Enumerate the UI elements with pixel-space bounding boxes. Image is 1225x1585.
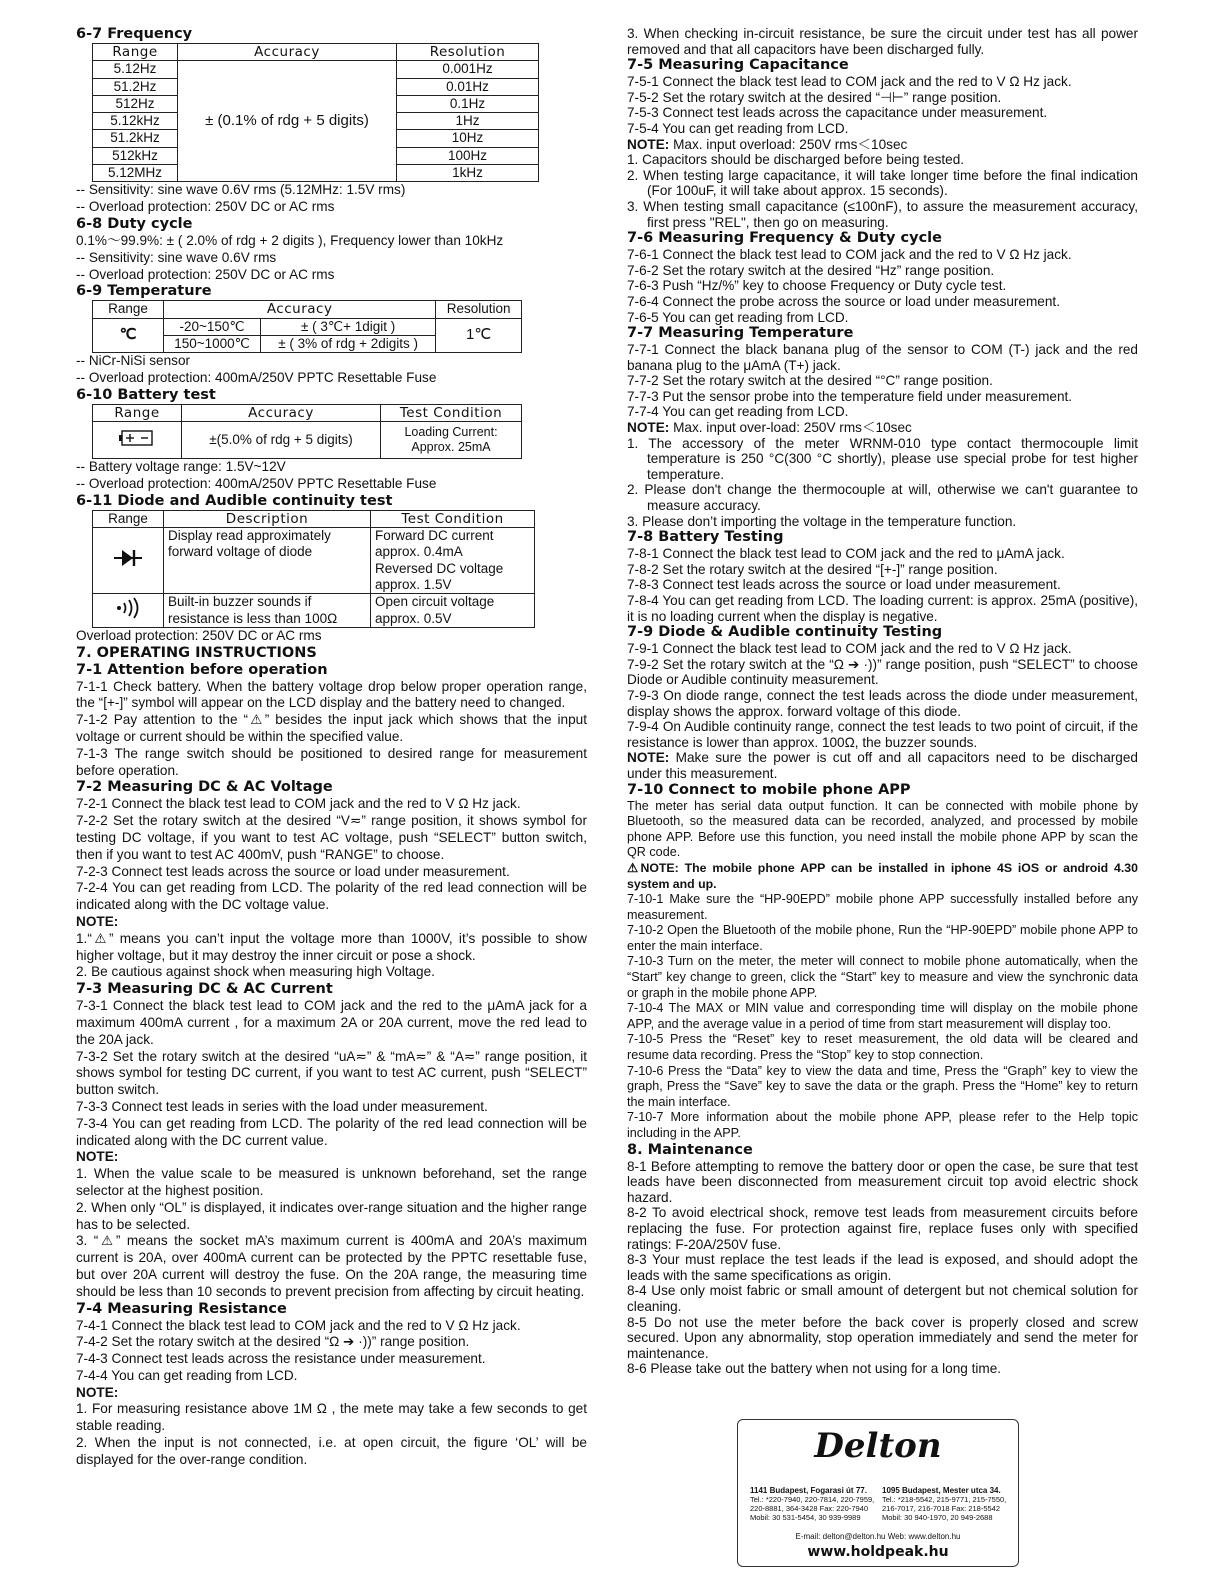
freq-range: 5.12Hz — [93, 61, 178, 78]
duty-line-3: -- Overload protection: 250V DC or AC rms — [76, 266, 335, 282]
section-7-5-title: 7-5 Measuring Capacitance — [627, 57, 849, 74]
section-7-10-title: 7-10 Connect to mobile phone APP — [627, 781, 911, 798]
note-label: NOTE: — [76, 1384, 119, 1400]
section-7-6-title: 7-6 Measuring Frequency & Duty cycle — [627, 230, 942, 247]
para-7-7-3: 7-7-3 Put the sensor probe into the temperature field under measurement. — [627, 388, 1073, 404]
note-7-3-1: 1. When the value scale to be measured is unknown beforehand, set the range selector at the highest position. — [76, 1166, 587, 1198]
para-7-9-3: 7-9-3 On diode range, connect the test leads across the diode under measurement, display shows the approx. forward voltage of this diode. — [627, 687, 1138, 719]
section-7-4-title: 7-4 Measuring Resistance — [76, 1300, 287, 1317]
para-7-4-2: 7-4-2 Set the rotary switch at the desired “Ω ➔ ·))” range position. — [76, 1334, 470, 1350]
address-1-line-1: Tel.: *220-7940, 220-7814, 220-7959, — [750, 1495, 875, 1504]
section-6-7-title: 6-7 Frequency — [76, 26, 193, 42]
address-1-title: 1141 Budapest, Fogarasi út 77. — [750, 1486, 867, 1495]
website-link[interactable]: www.holdpeak.hu — [807, 1544, 949, 1560]
buzzer-cond-1: Open circuit voltage — [375, 594, 495, 610]
freq-range: 51.2Hz — [93, 78, 178, 95]
freq-res: 100Hz — [397, 147, 539, 164]
note-7-7-2: 2. Please don't change the thermocouple at will, otherwise we can't guarantee to measure accuracy. — [627, 482, 1138, 514]
section-6-11-title: 6-11 Diode and Audible continuity test — [76, 492, 393, 509]
para-8-5: 8-5 Do not use the meter before the back cover is properly closed and screw secured. Upon any abnormality, stop operation immediately and send the meter for maintenance. — [627, 1314, 1138, 1361]
note-7-4-1: 1. For measuring resistance above 1M Ω , the mete may take a few seconds to get stable reading. — [76, 1401, 587, 1434]
para-7-3-2: 7-3-2 Set the rotary switch at the desired “uA≂” & “mA≂” & “A≂” range position, it shows symbol for testing DC current, if you want to test AC current, push “SELECT” button switch. — [76, 1048, 587, 1098]
freq-range: 512Hz — [93, 95, 178, 112]
note-7-9 — [627, 750, 1138, 781]
para-7-2-4: 7-2-4 You can get reading from LCD. The polarity of the red lead connection will be indicated along with the DC voltage value. — [76, 880, 587, 913]
note-7-3-3: 3. “⚠” means the socket mA’s maximum current is 400mA and 20A’s maximum current is 20A, over 400mA current can be protected by the PPTC resettable fuse, but over 20A current will destroy the fuse. On the 20A range, the measuring time should be less than 10 seconds to prevent precision from affecting by circuit heating. — [76, 1233, 587, 1299]
para-7-4-note-3: 3. When checking in-circuit resistance, be sure the circuit under test has all power removed and that all capacitors have been discharged fully. — [627, 26, 1138, 57]
right-column — [627, 26, 1138, 1377]
para-7-2-2: 7-2-2 Set the rotary switch at the desired “V≂” range position, it shows symbol for testing DC voltage, if you want to test AC voltage, push “SELECT” button switch, then if you want to test AC 400mV, push “RANGE” to choose. — [76, 813, 587, 862]
para-7-10-note: ⚠NOTE: The mobile phone APP can be installed in iphone 4S iOS or android 4.30 system and up. — [627, 860, 1138, 891]
address-block-1 — [750, 1486, 874, 1522]
temp-acc-2: ± ( 3% of rdg + 2digits ) — [261, 335, 436, 352]
note-7-7-1: 1. The accessory of the meter WRNM-010 type contact thermocouple limit temperature is 250 °C(300 °C shortly), please use special probe for test higher temperature. — [627, 435, 1138, 482]
note-7-7-3: 3. Please don’t importing the voltage in the temperature function. — [627, 513, 1017, 529]
address-2-title: 1095 Budapest, Mester utca 34. — [882, 1486, 1001, 1495]
para-7-10-6: 7-10-6 Press the “Data” key to view the data and time, Press the “Graph” key to view the graph, Press the “Save” key to save the data or the graph. Press the “Home” key to return the main interface. — [627, 1063, 1138, 1109]
note-7-7 — [627, 420, 1138, 436]
address-2-line-1: Tel.: *218-5542, 215-9771, 215-7550, — [882, 1495, 1007, 1504]
diode-desc-1: Display read approximately — [168, 528, 331, 544]
buzzer-desc-2: resistance is less than 100Ω — [168, 610, 338, 626]
para-7-9-1: 7-9-1 Connect the black test lead to COM jack and the red to V Ω Hz jack. — [627, 641, 1072, 657]
para-7-9-2: 7-9-2 Set the rotary switch at the “Ω ➔ ·))” range position, push “SELECT” to choose Diode or Audible continuity measurement. — [627, 656, 1138, 688]
para-7-6-5: 7-6-5 You can get reading from LCD. — [627, 309, 849, 325]
para-7-6-2: 7-6-2 Set the rotary switch at the desired “Hz” range position. — [627, 262, 995, 278]
section-7-3-title: 7-3 Measuring DC & AC Current — [76, 981, 333, 998]
th-resolution: Resolution — [397, 44, 539, 61]
diode-icon — [113, 547, 143, 569]
freq-range: 5.12MHz — [93, 165, 178, 182]
note-label: NOTE: — [76, 1149, 119, 1165]
diode-cond-1: Forward DC current — [375, 528, 494, 544]
freq-range: 512kHz — [93, 147, 178, 164]
note-7-2-2: 2. Be cautious against shock when measuring high Voltage. — [76, 964, 435, 980]
th-accuracy: Accuracy — [164, 301, 436, 318]
freq-range: 51.2kHz — [93, 130, 178, 147]
temp-range-2: 150~1000℃ — [164, 335, 261, 352]
para-7-6-1: 7-6-1 Connect the black test lead to COM jack and the red to V Ω Hz jack. — [627, 247, 1072, 263]
para-8-6: 8-6 Please take out the battery when not using for a long time. — [627, 1361, 1002, 1377]
delton-address-box — [737, 1419, 1019, 1567]
para-7-8-1: 7-8-1 Connect the black test lead to COM jack and the red to μAmA jack. — [627, 546, 1065, 562]
para-7-3-4: 7-3-4 You can get reading from LCD. The polarity of the red lead connection will be indicated along with the DC current value. — [76, 1115, 587, 1148]
para-7-5-3: 7-5-3 Connect test leads across the capacitance under measurement. — [627, 105, 1048, 121]
address-2-line-2: 216-7017, 216-7018 Fax: 218-5542 — [882, 1504, 1001, 1513]
freq-res: 0.001Hz — [397, 61, 539, 78]
para-7-8-2: 7-8-2 Set the rotary switch at the desired “[+-]” range position. — [627, 561, 998, 577]
freq-accuracy: ± (0.1% of rdg + 5 digits) — [178, 61, 397, 182]
para-8-3: 8-3 Your must replace the test leads if the lead is exposed, and should adopt the leads with the same specifications as origin. — [627, 1252, 1138, 1283]
para-7-10-7: 7-10-7 More information about the mobile phone APP, please refer to the Help topic including in the APP. — [627, 1110, 1138, 1140]
para-7-10-4: 7-10-4 The MAX or MIN value and corresponding time will display on the mobile phone APP, and the average value in a period of time from start measurement will display too. — [627, 1001, 1138, 1031]
address-block-2 — [882, 1486, 1006, 1522]
para-7-1-2: 7-1-2 Pay attention to the “⚠” besides the input jack which shows that the input voltage or current should be within the specified value. — [76, 712, 587, 744]
temp-acc-1: ± ( 3℃+ 1digit ) — [261, 318, 436, 335]
para-7-6-3: 7-6-3 Push “Hz/%” key to choose Frequency or Duty cycle test. — [627, 278, 1007, 294]
para-7-3-1: 7-3-1 Connect the black test lead to COM jack and the red to the μAmA jack for a maximum 400mA current , for a maximum 2A or 20A current, move the red lead to the 20A jack. — [76, 998, 587, 1047]
section-7-8-title: 7-8 Battery Testing — [627, 529, 784, 546]
battery-icon — [117, 429, 157, 447]
freq-note-1: -- Sensitivity: sine wave 0.6V rms (5.12MHz: 1.5V rms) — [76, 182, 406, 198]
address-1-line-3: Mobil: 30 531-5454, 30 939-9989 — [750, 1513, 861, 1522]
battery-note-1: -- Battery voltage range: 1.5V~12V — [76, 459, 286, 475]
th-test-condition: Test Condition — [381, 404, 522, 421]
email-web-line: E-mail: delton@delton.hu Web: www.delton.hu — [795, 1532, 961, 1541]
buzzer-cond-2: approx. 0.5V — [375, 610, 452, 626]
para-7-1-1: 7-1-1 Check battery. When the battery voltage drop below proper operation range, the “[+-]” symbol will appear on the LCD display and the battery need to changed. — [76, 678, 587, 711]
section-6-10-title: 6-10 Battery test — [76, 386, 216, 403]
freq-res: 0.1Hz — [397, 95, 539, 112]
note-7-4-2: 2. When the input is not connected, i.e. at open circuit, the figure ‘OL’ will be displayed for the over-range condition. — [76, 1435, 587, 1467]
temperature-table — [92, 300, 522, 353]
para-7-1-3: 7-1-3 The range switch should be positioned to desired range for measurement before operation. — [76, 745, 587, 778]
battery-table — [92, 404, 522, 459]
para-7-2-1: 7-2-1 Connect the black test lead to COM jack and the red to V Ω Hz jack. — [76, 796, 521, 812]
battery-note-2: -- Overload protection: 400mA/250V PPTC Resettable Fuse — [76, 475, 437, 491]
address-1-line-2: 220-8881, 364-3428 Fax: 220-7940 — [750, 1504, 869, 1513]
th-resolution: Resolution — [436, 301, 522, 318]
note-7-7-text: Max. input over-load: 250V rms＜10sec — [669, 420, 912, 436]
freq-res: 1Hz — [397, 113, 539, 130]
note-label: NOTE: — [627, 136, 670, 152]
para-7-10-3: 7-10-3 Turn on the meter, the meter will connect to mobile phone automatically, when the “Start” key change to green, click the “Start” key to measure and view the synchronic data or graph in the mobile phone APP. — [627, 954, 1138, 1000]
battery-range-cell — [93, 422, 182, 459]
note-7-2-1: 1.“⚠” means you can’t input the voltage more than 1000V, it’s possible to show higher voltage, but it may destroy the inner circuit or pose a shock. — [76, 930, 587, 963]
section-7-1-title: 7-1 Attention before operation — [76, 661, 328, 678]
battery-condition — [381, 422, 522, 459]
section-6-9-title: 6-9 Temperature — [76, 283, 212, 300]
note-7-5-1: 1. Capacitors should be discharged before being tested. — [627, 152, 965, 168]
para-7-5-4: 7-5-4 You can get reading from LCD. — [627, 120, 849, 136]
th-range: Range — [93, 44, 178, 61]
para-7-7-4: 7-7-4 You can get reading from LCD. — [627, 404, 849, 420]
diode-cond-2: approx. 0.4mA — [375, 544, 463, 560]
duty-line-1: 0.1%～99.9%: ± ( 2.0% of rdg + 2 digits ), Frequency lower than 10kHz — [76, 232, 504, 248]
left-column — [76, 26, 587, 1469]
note-7-5 — [627, 137, 1138, 153]
para-7-3-3: 7-3-3 Connect test leads in series with the load under measurement. — [76, 1098, 488, 1114]
section-7-2-title: 7-2 Measuring DC & AC Voltage — [76, 779, 333, 796]
note-7-9-text: Make sure the power is cut off and all capacitors need to be discharged under this measurement. — [627, 750, 1138, 781]
note-label: NOTE: — [627, 420, 670, 436]
diode-desc-2: forward voltage of diode — [168, 544, 313, 560]
delton-logo: Delton — [814, 1426, 942, 1466]
note-7-5-3: 3. When testing small capacitance (≤100nF), to assure the measurement accuracy, first press "REL", then go on measuring. — [627, 198, 1138, 230]
temp-range-1: -20~150℃ — [164, 318, 261, 335]
section-7-title: 7. OPERATING INSTRUCTIONS — [76, 644, 317, 661]
diode-table — [92, 510, 535, 628]
para-8-2: 8-2 To avoid electrical shock, remove test leads from measurement circuits before replacing the fuse. For protection against fire, replace fuses only with specified ratings: F-20A/250V fuse. — [627, 1205, 1138, 1252]
para-7-10-2: 7-10-2 Open the Bluetooth of the mobile phone, Run the “HP-90EPD” mobile phone APP to enter the main interface. — [627, 923, 1138, 953]
para-7-10-5: 7-10-5 Press the “Reset” key to reset measurement, the old data will be cleared and resume data recording. Press the “Stop” key to stop connection. — [627, 1032, 1138, 1063]
duty-line-2: -- Sensitivity: sine wave 0.6V rms — [76, 249, 277, 265]
para-7-5-2: 7-5-2 Set the rotary switch at the desired “⊣⊢” range position. — [627, 89, 1002, 105]
th-test-condition: Test Condition — [371, 510, 535, 527]
para-7-8-4: 7-8-4 You can get reading from LCD. The loading current: is approx. 25mA (positive), it is no loading current when the display is negative. — [627, 593, 1138, 624]
note-label: NOTE: — [76, 913, 119, 929]
freq-res: 10Hz — [397, 130, 539, 147]
para-7-7-1: 7-7-1 Connect the black banana plug of the sensor to COM (T-) jack and the red banana plug to the μAmA (T+) jack. — [627, 342, 1138, 373]
th-range: Range — [93, 301, 164, 318]
temp-note-1: -- NiCr-NiSi sensor — [76, 353, 191, 369]
th-accuracy: Accuracy — [182, 404, 381, 421]
section-6-8-title: 6-8 Duty cycle — [76, 215, 193, 232]
para-7-6-4: 7-6-4 Connect the probe across the source or load under measurement. — [627, 293, 1060, 309]
battery-cond-1: Loading Current: — [404, 425, 498, 440]
para-7-10-intro: The meter has serial data output function. It can be connected with mobile phone by Bluetooth, so the measured data can be recorded, analyzed, and processed by mobile phone APP. Before use this function, you need install the mobile phone APP by scan the QR code. — [627, 798, 1138, 860]
th-range: Range — [93, 510, 164, 527]
temp-res: 1℃ — [436, 318, 522, 353]
diode-note: Overload protection: 250V DC or AC rms — [76, 627, 322, 643]
note-7-3-2: 2. When only “OL” is displayed, it indicates over-range situation and the higher range has to be selected. — [76, 1199, 587, 1232]
note-7-5-text: Max. input overload: 250V rms＜10sec — [669, 136, 908, 152]
battery-cond-2: Approx. 25mA — [411, 440, 491, 455]
diode-cond-3: Reversed DC voltage — [375, 560, 504, 576]
para-7-4-3: 7-4-3 Connect test leads across the resistance under measurement. — [76, 1351, 486, 1367]
frequency-table — [92, 43, 539, 182]
buzzer-desc-1: Built-in buzzer sounds if — [168, 594, 312, 610]
th-accuracy: Accuracy — [178, 44, 397, 61]
para-7-8-3: 7-8-3 Connect test leads across the source or load under measurement. — [627, 577, 1061, 593]
para-7-4-1: 7-4-1 Connect the black test lead to COM jack and the red to V Ω Hz jack. — [76, 1317, 521, 1333]
diode-description — [164, 528, 371, 594]
para-8-4: 8-4 Use only moist fabric or small amount of detergent but not chemical solution for cleaning. — [627, 1283, 1138, 1314]
diode-condition — [371, 528, 535, 594]
buzzer-icon — [113, 596, 143, 620]
battery-accuracy: ±(5.0% of rdg + 5 digits) — [182, 422, 381, 459]
buzzer-description — [164, 594, 371, 628]
freq-note-2: -- Overload protection: 250V DC or AC rms — [76, 199, 335, 215]
freq-res: 1kHz — [397, 165, 539, 182]
para-8-1: 8-1 Before attempting to remove the battery door or open the case, be sure that test leads have been disconnected from measurement circuit top avoid electric shock hazard. — [627, 1158, 1138, 1205]
note-7-5-2: 2. When testing large capacitance, it will take longer time before the final indication (For 100uF, it will take about approx. 15 seconds). — [627, 167, 1138, 199]
para-7-7-2: 7-7-2 Set the rotary switch at the desired “°C” range position. — [627, 373, 993, 389]
buzzer-range-cell — [93, 594, 164, 628]
para-7-4-4: 7-4-4 You can get reading from LCD. — [76, 1367, 298, 1383]
section-7-9-title: 7-9 Diode & Audible continuity Testing — [627, 624, 943, 641]
note-label: NOTE: — [627, 750, 670, 766]
freq-res: 0.01Hz — [397, 78, 539, 95]
para-7-5-1: 7-5-1 Connect the black test lead to COM jack and the red to V Ω Hz jack. — [627, 74, 1072, 90]
freq-range: 5.12kHz — [93, 113, 178, 130]
address-2-line-3: Mobil: 30 940-1970, 20 949-2688 — [882, 1513, 993, 1522]
th-description: Description — [164, 510, 371, 527]
para-7-10-1: 7-10-1 Make sure the “HP-90EPD” mobile phone APP successfully installed before any measurement. — [627, 892, 1138, 922]
section-7-7-title: 7-7 Measuring Temperature — [627, 325, 854, 342]
diode-range-cell — [93, 528, 164, 594]
para-7-2-3: 7-2-3 Connect test leads across the source or load under measurement. — [76, 863, 510, 879]
diode-cond-4: approx. 1.5V — [375, 576, 452, 592]
temp-unit: ℃ — [93, 318, 164, 353]
temp-note-2: -- Overload protection: 400mA/250V PPTC Resettable Fuse — [76, 370, 437, 386]
para-7-9-4: 7-9-4 On Audible continuity range, connect the test leads to two point of circuit, if the resistance is lower than approx. 100Ω, the buzzer sounds. — [627, 719, 1138, 750]
section-8-title: 8. Maintenance — [627, 1141, 753, 1158]
buzzer-condition — [371, 594, 535, 628]
th-range: Range — [93, 404, 182, 421]
